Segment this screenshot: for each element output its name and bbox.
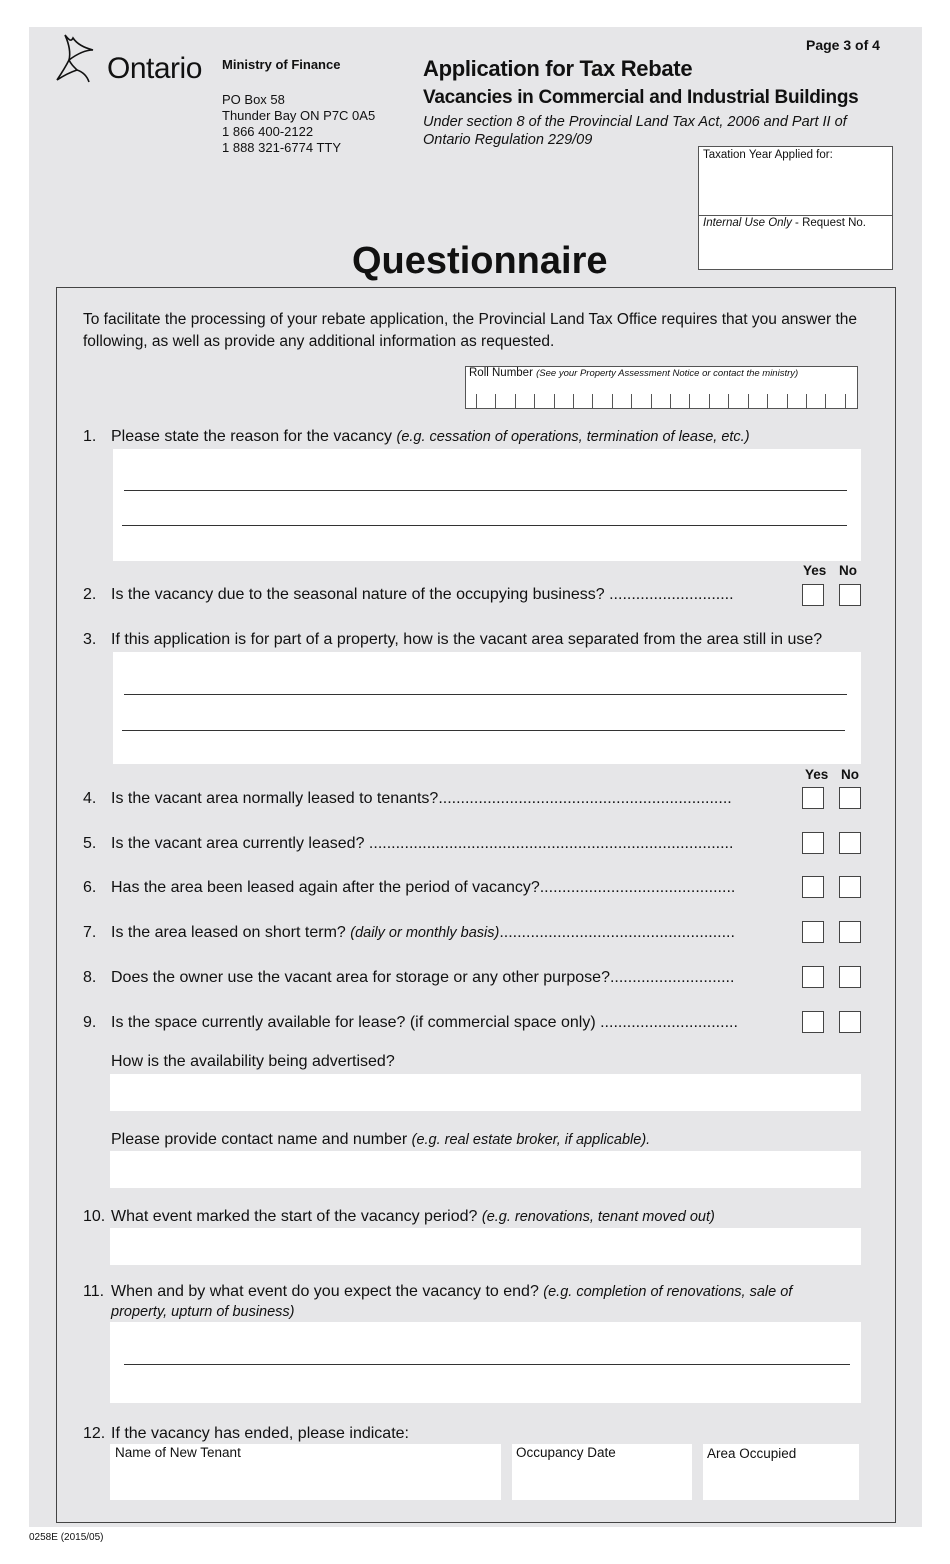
write-line	[122, 730, 845, 731]
occupancy-date-field[interactable]	[512, 1444, 692, 1500]
contact-field[interactable]	[110, 1151, 861, 1188]
roll-number-field[interactable]	[465, 366, 858, 409]
q4-no-checkbox[interactable]	[839, 787, 861, 809]
taxation-year-box[interactable]	[698, 146, 893, 270]
q7-yes-checkbox[interactable]	[802, 921, 824, 943]
write-line	[124, 490, 847, 491]
roll-number-label: Roll Number (See your Property Assessment Notice or contact the ministry)	[469, 367, 799, 379]
question-11-continued: property, upturn of business)	[111, 1304, 295, 1320]
q7-no-checkbox[interactable]	[839, 921, 861, 943]
q8-yes-checkbox[interactable]	[802, 966, 824, 988]
form-code: 0258E (2015/05)	[29, 1532, 104, 1543]
yes-header: Yes	[805, 767, 829, 782]
no-header: No	[841, 767, 859, 782]
q5-no-checkbox[interactable]	[839, 832, 861, 854]
vacancy-end-field[interactable]	[110, 1322, 861, 1403]
ontario-logo	[55, 30, 215, 90]
no-header: No	[839, 563, 857, 578]
q4-yes-checkbox[interactable]	[802, 787, 824, 809]
q6-yes-checkbox[interactable]	[802, 876, 824, 898]
separation-description-field[interactable]	[113, 652, 861, 764]
q2-yes-checkbox[interactable]	[802, 584, 824, 606]
question-9b: Please provide contact name and number (e.g. real estate broker, if applicable).	[111, 1131, 651, 1148]
application-title: Application for Tax Rebate	[423, 56, 693, 81]
write-line	[124, 694, 847, 695]
divider	[699, 215, 892, 216]
address-line: PO Box 58	[222, 92, 285, 107]
ministry-address	[222, 92, 375, 156]
address-line: Thunder Bay ON P7C 0A5	[222, 108, 376, 123]
area-occupied-label: Area Occupied	[707, 1446, 797, 1461]
logo-wordmark: Ontario	[107, 52, 202, 85]
question-9a: How is the availability being advertised?	[111, 1053, 395, 1070]
area-occupied-field[interactable]	[703, 1444, 859, 1500]
tty-line: 1 888 321-6774 TTY	[222, 140, 342, 155]
q6-no-checkbox[interactable]	[839, 876, 861, 898]
advertising-field[interactable]	[110, 1074, 861, 1111]
q2-no-checkbox[interactable]	[839, 584, 861, 606]
page-title: Questionnaire	[352, 240, 608, 282]
vacancy-start-field[interactable]	[110, 1228, 861, 1265]
roll-number-digit-separators	[476, 394, 846, 408]
taxation-year-label: Taxation Year Applied for:	[703, 149, 833, 161]
write-line	[122, 525, 847, 526]
legislative-authority: Under section 8 of the Provincial Land Tax Act, 2006 and Part II of Ontario Regulation 229/09	[423, 114, 847, 148]
new-tenant-label: Name of New Tenant	[115, 1445, 241, 1460]
q9-no-checkbox[interactable]	[839, 1011, 861, 1033]
application-subtitle: Vacancies in Commercial and Industrial Buildings	[423, 87, 859, 108]
page-indicator: Page 3 of 4	[806, 37, 880, 53]
yes-header: Yes	[803, 563, 827, 578]
vacancy-reason-field[interactable]	[113, 449, 861, 561]
write-line	[124, 1364, 850, 1365]
phone-line: 1 866 400-2122	[222, 124, 314, 139]
q8-no-checkbox[interactable]	[839, 966, 861, 988]
internal-use-label: Internal Use Only - Request No.	[703, 217, 867, 229]
intro-text: To facilitate the processing of your rebate application, the Provincial Land Tax Office requires that you answer the following, as well as provide any additional information as requested.	[83, 311, 858, 350]
trillium-icon	[55, 30, 110, 85]
q9-yes-checkbox[interactable]	[802, 1011, 824, 1033]
new-tenant-field[interactable]	[110, 1444, 501, 1500]
ministry-name: Ministry of Finance	[222, 57, 341, 72]
q5-yes-checkbox[interactable]	[802, 832, 824, 854]
occupancy-date-label: Occupancy Date	[516, 1445, 616, 1460]
